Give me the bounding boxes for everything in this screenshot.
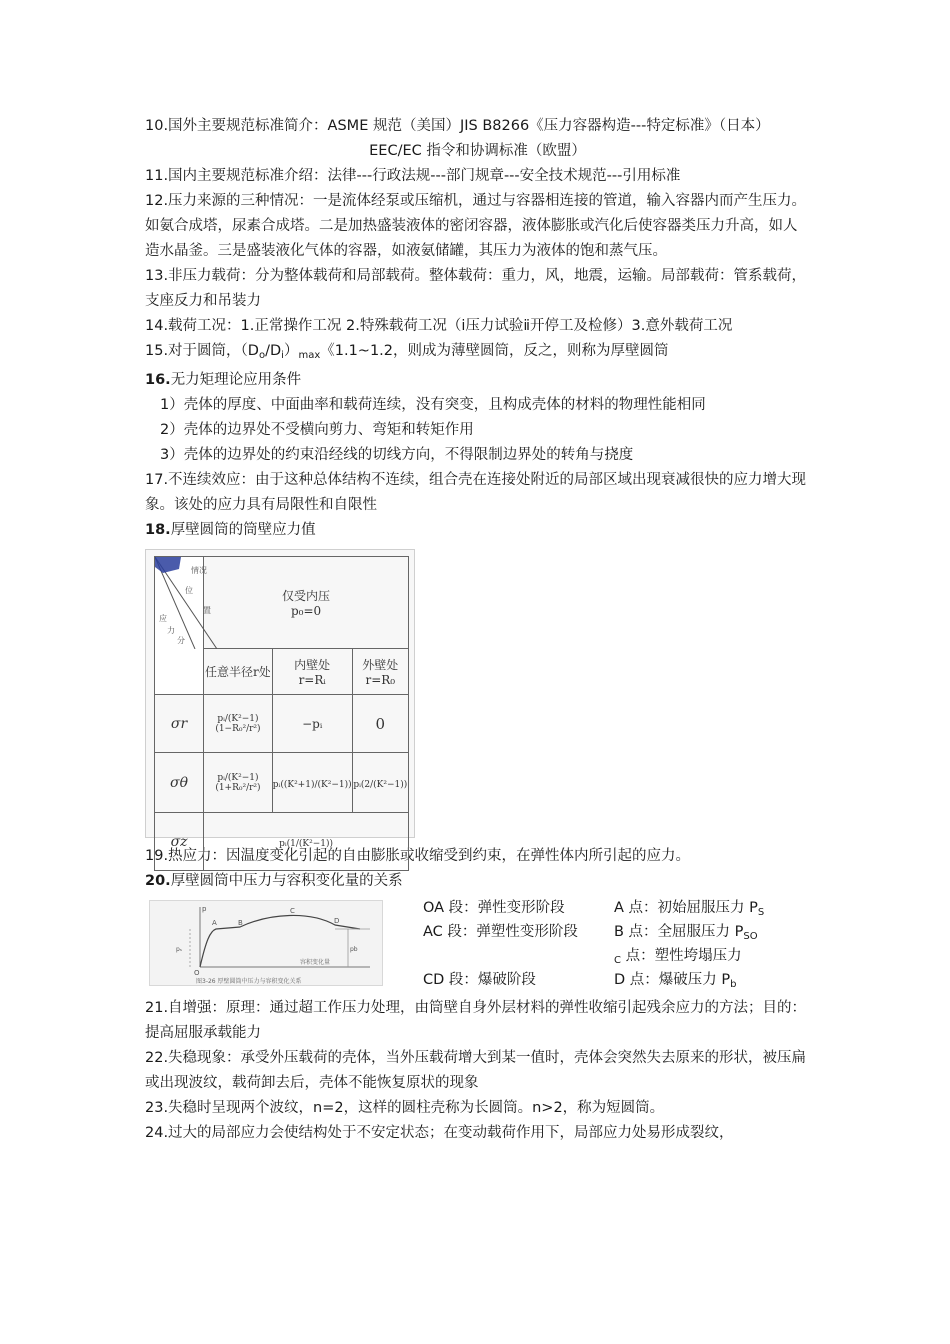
item-16-condition-1: 1）壳体的厚度、中面曲率和载荷连续，没有突变，且构成壳体的材料的物理性能相同 xyxy=(160,397,706,413)
item-14: 14.载荷工况：1.正常操作工况 2.特殊载荷工况（ⅰ压力试验ⅱ开停工及检修）3.意外载荷工况 xyxy=(145,318,733,334)
header-internal-pressure: 仅受内压 p₀=0 xyxy=(204,557,409,649)
header-any-radius: 任意半径r处 xyxy=(204,649,273,695)
header-outer-wall: 外壁处 r=R₀ xyxy=(352,649,408,695)
item-16-condition-3: 3）壳体的边界处的约束沿经线的切线方向，不得限制边界处的转角与挠度 xyxy=(160,447,634,463)
document-body xyxy=(145,114,810,1146)
diag-label-stress2: 力 xyxy=(167,626,175,635)
graph-label-ps: pₛ xyxy=(176,946,183,953)
graph-label-d: D xyxy=(334,917,340,925)
item-10: 10.国外主要规范标准简介：ASME 规范（美国）JIS B8266《压力容器构造---特定标准》（日本） xyxy=(145,118,770,134)
row-sigma-r-any: pᵢ/(K²−1)(1−R₀²/r²) xyxy=(204,695,273,753)
pressure-volume-section xyxy=(145,896,810,996)
graph-label-o: O xyxy=(194,969,200,977)
graph-label-b: B xyxy=(238,919,243,927)
row-sigma-z-symbol: σz xyxy=(155,813,204,871)
row-sigma-theta-inner: pᵢ((K²+1)/(K²−1)) xyxy=(272,753,352,813)
graph-label-c: C xyxy=(290,907,295,915)
item-21: 21.自增强：原理：通过超工作压力处理，由筒壁自身外层材料的弹性收缩引起残余应力的方法；目的：提高屈服承载能力 xyxy=(145,1000,807,1041)
diag-label-pos2: 置 xyxy=(203,606,211,615)
diagonal-lines xyxy=(155,557,217,649)
graph-label-p: p xyxy=(202,905,207,913)
pressure-volume-curve xyxy=(150,901,382,985)
item-18-heading: 18.厚壁圆筒的筒壁应力值 xyxy=(145,522,316,538)
item-13: 13.非压力载荷：分为整体载荷和局部载荷。整体载荷：重力，风，地震，运输。局部载荷：管系载荷，支座反力和吊装力 xyxy=(145,268,807,309)
row-sigma-z-value: pᵢ(1/(K²−1)) xyxy=(204,813,409,871)
item-23: 23.失稳时呈现两个波纹，n=2，这样的圆柱壳称为长圆筒。n>2，称为短圆筒。 xyxy=(145,1100,665,1116)
curve-legend xyxy=(423,896,813,992)
item-12: 12.压力来源的三种情况：一是流体经泵或压缩机，通过与容器相连接的管道，输入容器内而产生压力。如氨合成塔，尿素合成塔。二是加热盛装液体的密闭容器，液体膨胀或汽化后使容器类压力升高，如人造水晶釜。三是盛装液化气体的容器，如液氨储罐，其压力为液体的饱和蒸气压。 xyxy=(145,193,807,259)
diag-label-case: 情况 xyxy=(191,566,207,575)
item-19: 19.热应力：因温度变化引起的自由膨胀或收缩受到约束，在弹性体内所引起的应力。 xyxy=(145,848,691,864)
item-24: 24.过大的局部应力会使结构处于不安定状态；在变动载荷作用下，局部应力处易形成裂纹， xyxy=(145,1125,734,1141)
item-15: 15.对于圆筒，$(D_o/D_i)_{max}$《1.1~1.2，则成为薄壁圆筒，反之，则称为厚壁圆筒 xyxy=(145,343,669,361)
stress-table xyxy=(154,556,409,871)
pressure-volume-graph xyxy=(149,900,383,986)
row-sigma-theta-any: pᵢ/(K²−1)(1+R₀²/r²) xyxy=(204,753,273,813)
legend-row-4: CD 段：爆破阶段 D 点：爆破压力 $P_b$ xyxy=(423,972,737,990)
header-inner-wall: 内壁处 r=Rᵢ xyxy=(272,649,352,695)
stress-table-image xyxy=(145,549,415,850)
row-sigma-theta-outer: pᵢ(2/(K²−1)) xyxy=(352,753,408,813)
item-10-eu: EEC/EC 指令和协调标准（欧盟） xyxy=(369,143,586,159)
item-17: 17.不连续效应：由于这种总体结构不连续，组合壳在连接处附近的局部区域出现衰减很快的应力增大现象。该处的应力具有局限性和自限性 xyxy=(145,472,807,513)
item-16-condition-2: 2）壳体的边界处不受横向剪力、弯矩和转矩作用 xyxy=(160,422,474,438)
graph-caption: 图3-26 厚壁圆筒中压力与容积变化关系 xyxy=(196,978,302,985)
legend-row-2: AC 段：弹塑性变形阶段 B 点：全屈服压力 $P_{SO}$ xyxy=(423,924,758,942)
item-11: 11.国内主要规范标准介绍：法律---行政法规---部门规章---安全技术规范---引用标准 xyxy=(145,168,681,184)
row-sigma-r-inner: −pᵢ xyxy=(272,695,352,753)
row-sigma-r-outer: 0 xyxy=(352,695,408,753)
diag-label-stress3: 分 xyxy=(177,636,185,645)
graph-label-a: A xyxy=(212,919,217,927)
graph-xlabel: 容积变化量 xyxy=(300,959,331,966)
item-20-heading: 20.厚壁圆筒中压力与容积变化量的关系 xyxy=(145,873,403,889)
item-16-heading: 16.无力矩理论应用条件 xyxy=(145,372,302,388)
item-22: 22.失稳现象：承受外压载荷的壳体，当外压载荷增大到某一值时，壳体会突然失去原来的形状，被压扁或出现波纹，载荷卸去后，壳体不能恢复原状的现象 xyxy=(145,1050,807,1091)
stress-table-corner xyxy=(155,557,211,695)
row-sigma-r-symbol: σr xyxy=(155,695,204,753)
diag-label-pos1: 位 xyxy=(185,586,193,595)
graph-label-pb: pb xyxy=(350,946,358,953)
row-sigma-theta-symbol: σθ xyxy=(155,753,204,813)
legend-row-1: OA 段：弹性变形阶段 A 点：初始屈服压力 $P_S$ xyxy=(423,900,765,918)
diag-label-stress1: 应 xyxy=(159,614,167,623)
legend-row-3: $_C$ 点：塑性垮塌压力 xyxy=(614,948,742,966)
